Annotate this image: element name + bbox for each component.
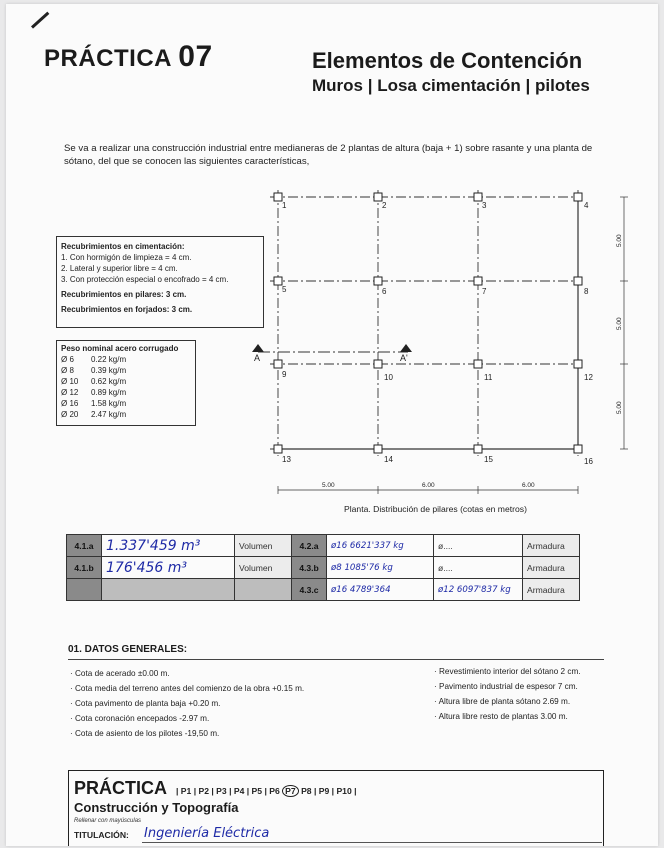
pillar-label: 11: [484, 373, 493, 382]
titulacion-label: TITULACIÓN:: [74, 830, 129, 840]
dim-x: 5.00: [322, 482, 335, 489]
section-arrow-a: [252, 344, 264, 352]
pillar-label: 1: [282, 201, 287, 210]
pillar-5: [274, 277, 282, 285]
answer-value[interactable]: ø8 1085'76 kg: [327, 557, 434, 579]
page-title: Elementos de Contención: [312, 48, 583, 73]
general-item: · Cota coronación encepados -2.97 m.: [70, 714, 210, 723]
rebar-weight: 0.22 kg/m: [91, 355, 127, 364]
dim-x: 6.00: [422, 482, 435, 489]
rebar-weight: 0.62 kg/m: [91, 377, 127, 386]
practice-options: | P1 | P2 | P3 | P4 | P5 | P6: [176, 786, 280, 796]
pillar-9: [274, 360, 282, 368]
answer-value[interactable]: ø16 4789'364: [327, 579, 434, 601]
general-item: · Cota de acerado ±0.00 m.: [70, 669, 170, 678]
general-item: · Altura libre resto de plantas 3.00 m.: [434, 712, 568, 721]
answer-value[interactable]: ø....: [434, 535, 523, 557]
cover-box: [56, 236, 264, 328]
cover-slabs: Recubrimientos en forjados: 3 cm.: [61, 305, 193, 314]
rebar-diameter: Ø 10: [61, 377, 79, 386]
rebar-diameter: Ø 16: [61, 399, 79, 408]
rebar-weight: 1.58 kg/m: [91, 399, 127, 408]
pillar-1: [274, 193, 282, 201]
pillar-11: [474, 360, 482, 368]
rebar-weight: 0.39 kg/m: [91, 366, 127, 375]
pillar-label: 7: [482, 287, 487, 296]
results-table: [66, 534, 580, 601]
pillar-8: [574, 277, 582, 285]
pillar-label: 2: [382, 201, 387, 210]
pillar-label: 3: [482, 201, 487, 210]
rebar-row: [61, 387, 191, 398]
pillar-6: [374, 277, 382, 285]
selected-practice[interactable]: P7: [282, 785, 299, 797]
cover-item: 3. Con protección especial o encofrado = 4 cm.: [61, 275, 229, 284]
results-row: [67, 557, 580, 579]
titulacion-underline: [142, 842, 602, 843]
dim-y: 5.00: [616, 234, 623, 247]
dim-x: 6.00: [522, 482, 535, 489]
pillar-label: 13: [282, 455, 291, 464]
pillar-16: [574, 445, 582, 453]
answer-key: 4.3.c: [292, 579, 327, 601]
intro-text: Se va a realizar una construcción industrial entre medianeras de 2 plantas de altura (baja + 1) sobre rasante y una planta de sótano, del que se conocen las siguientes características,: [64, 143, 593, 167]
rebar-diameter: Ø 6: [61, 355, 74, 364]
answer-label: Volumen: [235, 557, 292, 579]
titulacion-field[interactable]: Ingeniería Eléctrica: [144, 826, 270, 841]
cover-title: Recubrimientos en cimentación:: [61, 242, 185, 251]
blank-cell: [235, 579, 292, 601]
rebar-row: [61, 354, 191, 365]
pillar-13: [274, 445, 282, 453]
pillar-label: 14: [384, 455, 393, 464]
rebar-weight: 0.89 kg/m: [91, 388, 127, 397]
footer-subtitle: Construcción y Topografía: [74, 800, 239, 815]
practice-selector: [176, 785, 357, 797]
pillar-label: 6: [382, 287, 387, 296]
results-row: [67, 579, 580, 601]
section-label-a: A: [254, 353, 261, 363]
answer-value[interactable]: ø12 6097'837 kg: [434, 579, 523, 601]
pillar-14: [374, 445, 382, 453]
cover-item: 1. Con hormigón de limpieza = 4 cm.: [61, 253, 192, 262]
cover-pillars: Recubrimientos en pilares: 3 cm.: [61, 290, 187, 299]
pillar-label: 15: [484, 455, 493, 464]
rebar-row: [61, 365, 191, 376]
practice-options: P8 | P9 | P10 |: [301, 786, 357, 796]
rebar-row: [61, 409, 191, 420]
pillar-label: 4: [584, 201, 589, 210]
pillar-label: 10: [384, 373, 393, 382]
pillar-4: [574, 193, 582, 201]
rebar-weight: 2.47 kg/m: [91, 410, 127, 419]
pillar-label: 16: [584, 457, 593, 466]
practice-title: [44, 40, 213, 74]
pillar-12: [574, 360, 582, 368]
blank-cell: [67, 579, 102, 601]
rebar-diameter: Ø 8: [61, 366, 74, 375]
answer-key: 4.3.b: [292, 557, 327, 579]
rebar-weight-box: [56, 340, 196, 426]
answer-value[interactable]: ø16 6621'337 kg: [327, 535, 434, 557]
pillar-3: [474, 193, 482, 201]
answer-label: Armadura: [523, 579, 580, 601]
general-item: · Cota de asiento de los pilotes -19,50 m.: [70, 729, 220, 738]
pillar-label: 12: [584, 373, 593, 382]
answer-key: 4.1.b: [67, 557, 102, 579]
answer-label: Armadura: [523, 557, 580, 579]
answer-value[interactable]: 1.337'459 m³: [102, 535, 235, 557]
plan-caption: Planta. Distribución de pilares (cotas en metros): [344, 504, 527, 514]
pillar-label: 9: [282, 370, 287, 379]
answer-key: 4.1.a: [67, 535, 102, 557]
footer-note: Rellenar con mayúsculas: [74, 818, 142, 824]
general-item: · Cota media del terreno antes del comienzo de la obra +0.15 m.: [70, 684, 305, 693]
pen-mark: [31, 12, 49, 29]
general-item: · Cota pavimento de planta baja +0.20 m.: [70, 699, 221, 708]
worksheet-page: [6, 4, 658, 846]
blank-cell: [102, 579, 235, 601]
general-data-title: 01. DATOS GENERALES:: [68, 644, 188, 655]
practice-number: 07: [178, 40, 213, 73]
answer-value[interactable]: ø....: [434, 557, 523, 579]
answer-value[interactable]: 176'456 m³: [102, 557, 235, 579]
general-item: · Revestimiento interior del sótano 2 cm.: [434, 667, 581, 676]
general-data-list-left: [70, 666, 390, 741]
cover-item: 2. Lateral y superior libre = 4 cm.: [61, 264, 178, 273]
pillar-2: [374, 193, 382, 201]
general-data-list-right: [434, 664, 654, 724]
page-subtitle: Muros | Losa cimentación | pilotes: [312, 76, 590, 95]
rebar-title: Peso nominal acero corrugado: [61, 344, 179, 353]
general-item: · Altura libre de planta sótano 2.69 m.: [434, 697, 571, 706]
rebar-row: [61, 376, 191, 387]
section-arrow-a2: [400, 344, 412, 352]
pillar-label: 5: [282, 285, 287, 294]
pillar-label: 8: [584, 287, 589, 296]
answer-label: Armadura: [523, 535, 580, 557]
dim-y: 5.00: [616, 401, 623, 414]
pillar-7: [474, 277, 482, 285]
answer-label: Volumen: [235, 535, 292, 557]
rebar-row: [61, 398, 191, 409]
rebar-diameter: Ø 12: [61, 388, 79, 397]
practice-word: PRÁCTICA: [44, 45, 172, 72]
results-row: [67, 535, 580, 557]
pillar-plan: [244, 184, 644, 504]
dim-y: 5.00: [616, 317, 623, 330]
rebar-diameter: Ø 20: [61, 410, 79, 419]
pillar-10: [374, 360, 382, 368]
divider: [68, 659, 604, 660]
pillar-15: [474, 445, 482, 453]
footer-title: PRÁCTICA: [74, 778, 167, 798]
general-item: · Pavimento industrial de espesor 7 cm.: [434, 682, 578, 691]
section-label-a2: A': [400, 353, 408, 363]
answer-key: 4.2.a: [292, 535, 327, 557]
